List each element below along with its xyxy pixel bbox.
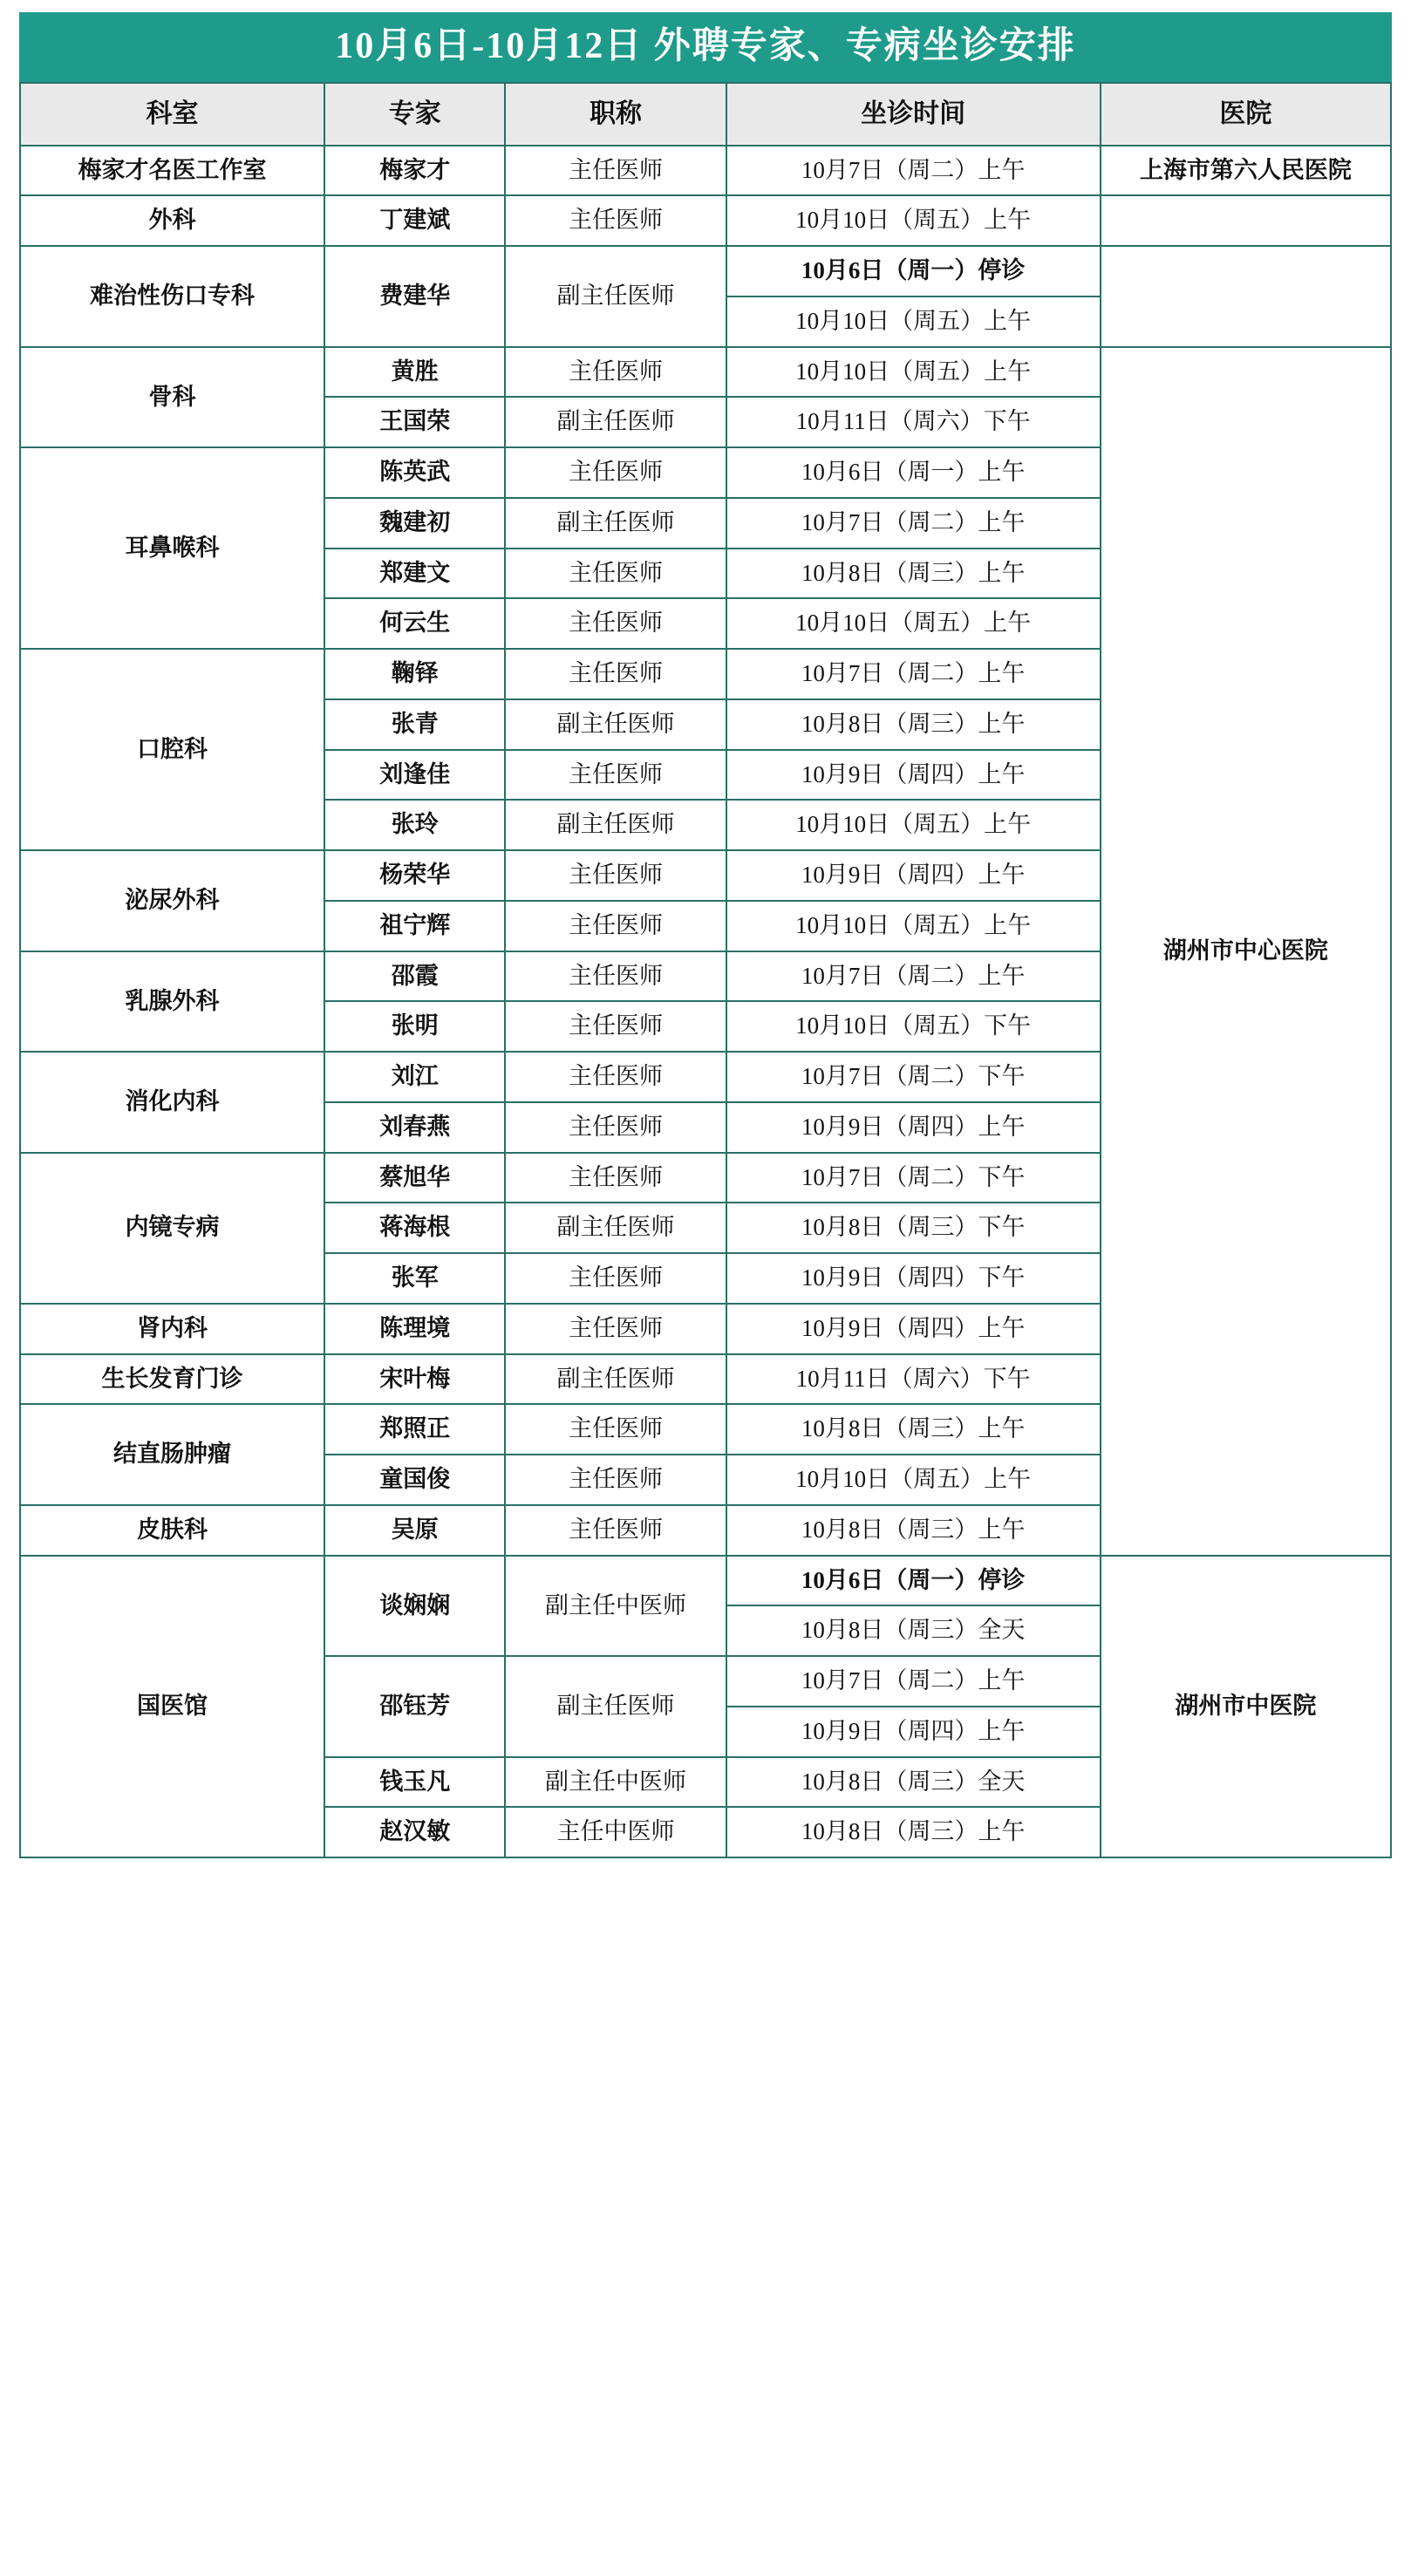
cell-title: 副主任医师 (505, 397, 726, 447)
cell-expert: 钱玉凡 (324, 1757, 506, 1808)
cell-title: 主任医师 (505, 850, 726, 901)
cell-expert: 张军 (324, 1253, 506, 1304)
cell-time: 10月8日（周三）上午 (726, 549, 1101, 599)
cell-expert: 王国荣 (324, 397, 506, 447)
cell-time: 10月7日（周二）下午 (726, 1153, 1101, 1203)
cell-title: 主任医师 (505, 549, 726, 599)
cell-expert: 谈娴娴 (324, 1556, 506, 1657)
cell-expert: 梅家才 (324, 146, 506, 196)
cell-time-stopped: 10月6日（周一）停诊 (726, 246, 1101, 296)
cell-expert: 张青 (324, 699, 506, 750)
cell-expert: 张玲 (324, 800, 506, 850)
cell-expert: 刘春燕 (324, 1102, 506, 1153)
cell-expert: 陈英武 (324, 447, 506, 498)
cell-title: 主任医师 (505, 901, 726, 951)
table-header (20, 83, 1391, 146)
cell-time: 10月8日（周三）上午 (726, 699, 1101, 750)
cell-time: 10月11日（周六）下午 (726, 397, 1101, 447)
column-header-time: 坐诊时间 (726, 83, 1101, 146)
cell-title: 主任医师 (505, 146, 726, 196)
cell-title: 主任医师 (505, 598, 726, 649)
cell-hospital: 上海市第六人民医院 (1101, 146, 1391, 196)
cell-title: 副主任医师 (505, 1354, 726, 1405)
cell-title: 副主任中医师 (505, 1556, 726, 1657)
cell-department: 耳鼻喉科 (20, 447, 324, 649)
table-row (20, 195, 1391, 246)
cell-hospital (1101, 195, 1391, 246)
cell-time: 10月10日（周五）上午 (726, 901, 1101, 951)
cell-expert: 费建华 (324, 246, 506, 347)
cell-expert: 邵钰芳 (324, 1656, 506, 1757)
cell-title: 主任医师 (505, 1505, 726, 1556)
table-row (20, 246, 1391, 296)
cell-expert: 吴原 (324, 1505, 506, 1556)
cell-time: 10月9日（周四）上午 (726, 850, 1101, 901)
cell-department: 难治性伤口专科 (20, 246, 324, 347)
cell-time: 10月8日（周三）下午 (726, 1203, 1101, 1253)
cell-title: 副主任医师 (505, 498, 726, 549)
cell-title: 主任医师 (505, 447, 726, 498)
cell-time: 10月8日（周三）上午 (726, 1404, 1101, 1455)
cell-time: 10月10日（周五）上午 (726, 598, 1101, 649)
cell-expert: 祖宁辉 (324, 901, 506, 951)
cell-expert: 魏建初 (324, 498, 506, 549)
cell-expert: 宋叶梅 (324, 1354, 506, 1405)
cell-hospital: 湖州市中心医院 (1101, 347, 1391, 1556)
cell-expert: 蒋海根 (324, 1203, 506, 1253)
cell-time: 10月6日（周一）上午 (726, 447, 1101, 498)
cell-title: 主任医师 (505, 750, 726, 801)
cell-department: 外科 (20, 195, 324, 246)
cell-expert: 刘江 (324, 1052, 506, 1102)
cell-department: 泌尿外科 (20, 850, 324, 951)
cell-time: 10月10日（周五）上午 (726, 1455, 1101, 1505)
cell-title: 副主任医师 (505, 1203, 726, 1253)
column-header-dept: 科室 (20, 83, 324, 146)
cell-title: 主任医师 (505, 1253, 726, 1304)
cell-title: 主任医师 (505, 195, 726, 246)
cell-expert: 赵汉敏 (324, 1807, 506, 1857)
cell-expert: 丁建斌 (324, 195, 506, 246)
cell-time: 10月7日（周二）上午 (726, 951, 1101, 1002)
cell-title: 主任医师 (505, 1001, 726, 1052)
schedule-table (19, 82, 1392, 1858)
column-header-hospital: 医院 (1101, 83, 1391, 146)
cell-title: 主任医师 (505, 1153, 726, 1203)
cell-department: 乳腺外科 (20, 951, 324, 1053)
cell-time: 10月7日（周二）上午 (726, 498, 1101, 549)
cell-expert: 蔡旭华 (324, 1153, 506, 1203)
cell-title: 副主任中医师 (505, 1757, 726, 1808)
table-row (20, 146, 1391, 196)
page-title: 10月6日-10月12日 外聘专家、专病坐诊安排 (19, 12, 1392, 82)
cell-time: 10月8日（周三）上午 (726, 1807, 1101, 1857)
cell-title: 主任医师 (505, 1304, 726, 1354)
cell-time: 10月8日（周三）全天 (726, 1757, 1101, 1808)
cell-department: 国医馆 (20, 1556, 324, 1858)
cell-hospital: 湖州市中医院 (1101, 1556, 1391, 1858)
cell-time: 10月10日（周五）上午 (726, 296, 1101, 347)
cell-title: 副主任医师 (505, 1656, 726, 1757)
cell-time: 10月9日（周四）上午 (726, 1102, 1101, 1153)
cell-time: 10月11日（周六）下午 (726, 1354, 1101, 1405)
header-row (20, 83, 1391, 146)
cell-department: 口腔科 (20, 649, 324, 850)
cell-expert: 何云生 (324, 598, 506, 649)
cell-time-stopped: 10月6日（周一）停诊 (726, 1556, 1101, 1606)
cell-expert: 童国俊 (324, 1455, 506, 1505)
cell-title: 主任医师 (505, 1102, 726, 1153)
cell-time: 10月10日（周五）上午 (726, 347, 1101, 398)
cell-expert: 郑建文 (324, 549, 506, 599)
cell-time: 10月10日（周五）上午 (726, 195, 1101, 246)
cell-time: 10月7日（周二）上午 (726, 146, 1101, 196)
cell-time: 10月9日（周四）上午 (726, 750, 1101, 801)
cell-department: 生长发育门诊 (20, 1354, 324, 1405)
cell-department: 消化内科 (20, 1052, 324, 1153)
cell-expert: 鞠铎 (324, 649, 506, 699)
table-body (20, 146, 1391, 1858)
cell-time: 10月7日（周二）上午 (726, 649, 1101, 699)
cell-department: 内镜专病 (20, 1153, 324, 1304)
cell-expert: 邵霞 (324, 951, 506, 1002)
cell-expert: 刘逢佳 (324, 750, 506, 801)
cell-time: 10月9日（周四）上午 (726, 1707, 1101, 1757)
cell-department: 皮肤科 (20, 1505, 324, 1556)
cell-time: 10月8日（周三）全天 (726, 1605, 1101, 1656)
cell-expert: 郑照正 (324, 1404, 506, 1455)
cell-title: 主任医师 (505, 1404, 726, 1455)
cell-expert: 张明 (324, 1001, 506, 1052)
cell-title: 副主任医师 (505, 699, 726, 750)
cell-title: 副主任医师 (505, 800, 726, 850)
cell-title: 主任中医师 (505, 1807, 726, 1857)
cell-time: 10月8日（周三）上午 (726, 1505, 1101, 1556)
cell-department: 结直肠肿瘤 (20, 1404, 324, 1505)
cell-hospital (1101, 246, 1391, 347)
cell-title: 副主任医师 (505, 246, 726, 347)
cell-expert: 黄胜 (324, 347, 506, 398)
column-header-title: 职称 (505, 83, 726, 146)
cell-time: 10月9日（周四）下午 (726, 1253, 1101, 1304)
cell-department: 骨科 (20, 347, 324, 448)
cell-expert: 杨荣华 (324, 850, 506, 901)
cell-title: 主任医师 (505, 951, 726, 1002)
cell-time: 10月10日（周五）下午 (726, 1001, 1101, 1052)
cell-time: 10月10日（周五）上午 (726, 800, 1101, 850)
cell-title: 主任医师 (505, 347, 726, 398)
cell-title: 主任医师 (505, 1052, 726, 1102)
cell-time: 10月9日（周四）上午 (726, 1304, 1101, 1354)
table-row (20, 347, 1391, 398)
cell-time: 10月7日（周二）上午 (726, 1656, 1101, 1707)
cell-department: 肾内科 (20, 1304, 324, 1354)
cell-title: 主任医师 (505, 1455, 726, 1505)
cell-title: 主任医师 (505, 649, 726, 699)
column-header-expert: 专家 (324, 83, 506, 146)
table-row (20, 1556, 1391, 1606)
cell-department: 梅家才名医工作室 (20, 146, 324, 196)
cell-expert: 陈理境 (324, 1304, 506, 1354)
cell-time: 10月7日（周二）下午 (726, 1052, 1101, 1102)
